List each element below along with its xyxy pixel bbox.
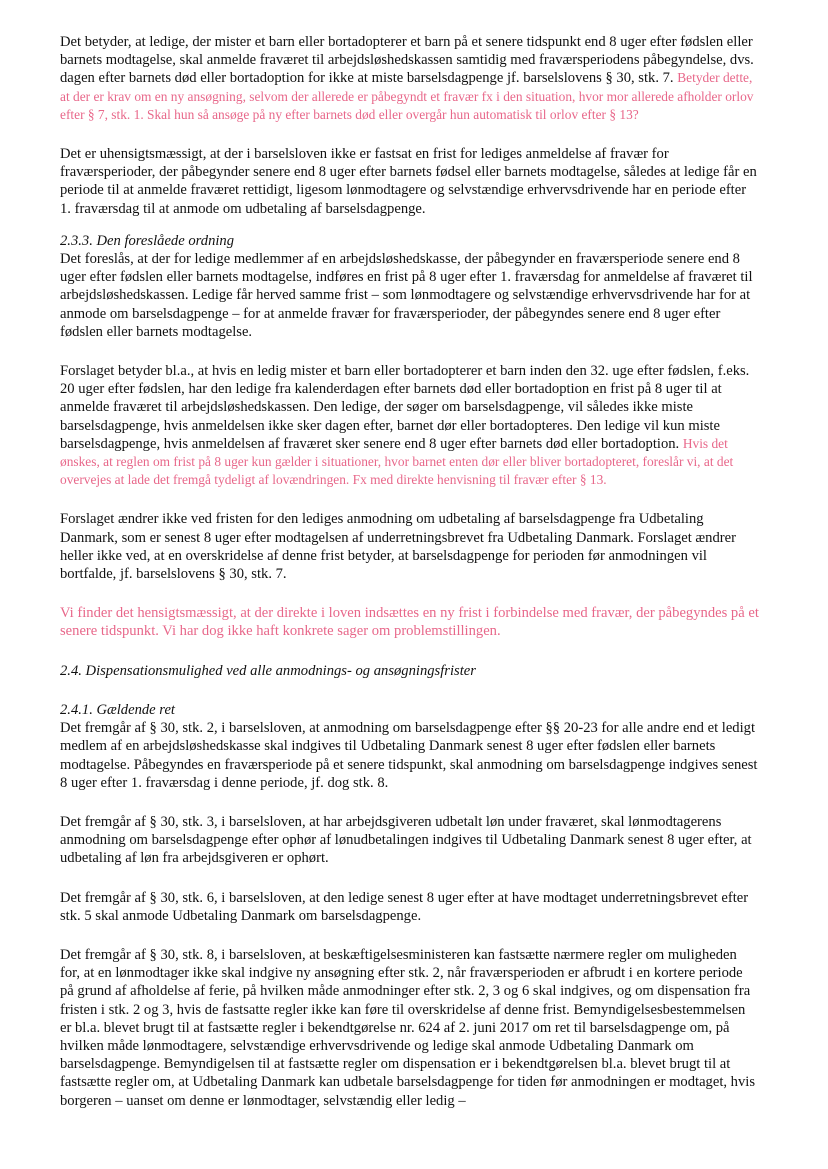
review-comment: Hvis det ønskes, at reglen om frist på 8 uger kun gælder i situationer, hvor barnet enten dør eller bliver bortadopteret, foreslår vi, at det overvejes at lade det fremgå tydeligt af lovændringen. Fx med direkte henvisning til fravær efter § 13. [60, 435, 734, 488]
review-comment-paragraph: Vi finder det hensigtsmæssigt, at der direkte i loven indsættes en ny frist i forbindelse med fravær, der påbegyndes på et senere tidspunkt. Vi har dog ikke haft konkrete sager om problemstillingen. [60, 605, 759, 640]
review-comment: Betyder dette, at der er krav om en ny ansøgning, selvom der allerede er påbegyndt et fravær fx i den situation, hvor mor allerede afholder orlov efter § 7, stk. 1. Skal hun så ansøge på ny efter barnets død eller overgår hun automatisk til orlov efter § 13? [60, 70, 754, 122]
paragraph-ledige-barn-doed [60, 33, 760, 124]
paragraph-30-stk-3: Det fremgår af § 30, stk. 3, i barselsloven, at har arbejdsgiveren udbetalt løn under fraværet, skal lønmodtagerens anmodning om barselsdagpenge efter ophør af lønudbetalingen indgives til Udbetaling Danmark senest 8 uger efter, at udbetaling af løn fra arbejdsgiveren er ophørt. [60, 813, 752, 867]
body-text: Det betyder, at ledige, der mister et barn eller bortadopterer et barn på et senere tidspunkt end 8 uger efter fødslen eller barnets modtagelse, skal anmelde fraværet til arbejdsløshedskassen samtidig med fraværsperiodens påbegyndelse, dvs. dagen efter barnets død eller bortadoption for ikke at miste barselsdagpenge jf. barselslovens § 30, stk. 7. [60, 34, 754, 87]
paragraph-30-stk-2: Det fremgår af § 30, stk. 2, i barselsloven, at anmodning om barselsdagpenge efter §§ 20-23 for alle andre end et ledigt medlem af en arbejdsløshedskasse skal indgives til Udbetaling Danmark senest 8 uger efter fødslen eller barnets modtagelse. Påbegyndes en fraværsperiode på et senere tidspunkt, skal anmodning om barselsdagpenge indgives senest 8 uger efter 1. fraværsdag i denne periode, jf. dog stk. 8. [60, 720, 758, 791]
paragraph-foreslaaet-frist: Det foreslås, at der for ledige medlemmer af en arbejdsløshedskasse, der påbegynder en fraværsperiode senere end 8 uger efter fødslen eller barnets modtagelse, indføres en frist på 8 uger efter 1. fraværsdag for anmeldelse af fraværet til arbejdsløshedskassen. Ledige får herved samme frist – som lønmodtagere og selvstændige erhvervsdrivende har for at anmode om barselsdagpenge – for at anmelde fravær for fraværsperioder, der påbegyndes senere end 8 uger efter fødslen eller barnets modtagelse. [60, 251, 753, 340]
section-heading-2-4-1: 2.4.1. Gældende ret [60, 701, 175, 718]
section-heading-2-3-3: 2.3.3. Den foreslåede ordning [60, 232, 235, 249]
section-heading-2-4: 2.4. Dispensationsmulighed ved alle anmodnings- og ansøgningsfrister [60, 662, 476, 679]
document-page [60, 33, 760, 1110]
paragraph-forslaget-aendrer: Forslaget ændrer ikke ved fristen for den lediges anmodning om udbetaling af barselsdagpenge fra Udbetaling Danmark, som er senest 8 uger efter modtagelsen af underretningsbrevet fra Udbetaling Danmark. Forslaget ændrer heller ikke ved, at en overskridelse af denne frist betyder, at barselsdagpenge for perioden før anmodningen vil bortfalde, jf. barselslovens § 30, stk. 7. [60, 511, 736, 583]
paragraph-30-stk-8: Det fremgår af § 30, stk. 8, i barselsloven, at beskæftigelsesministeren kan fastsætte nærmere regler om muligheden for, at en lønmodtager ikke skal indgive ny ansøgning efter stk. 2, når fraværsperioden er afbrudt i en kortere periode på grund af afholdelse af ferie, på hvilken måde anmodninger efter stk. 2, 3 og 6 skal indgives, og om dispensation fra fristen i stk. 2 og 3, hvis de fastsatte regler ikke kan føre til overskridelse af denne frist. Bemyndigelsesbestemmelsen er bl.a. blevet brugt til at fastsætte regler i bekendtgørelse nr. 624 af 2. juni 2017 om ret til barselsdagpenge om, på hvilken måde lønmodtagere, selvstændige erhvervsdrivende og ledige skal anmode Udbetaling Danmark om barselsdagpenge. Bemyndigelsen til at fastsætte regler om dispensation er i bekendtgørelsen bl.a. blevet brugt til at fastsætte regler om, at Udbetaling Danmark kan udbetale barselsdagpenge for tiden før anmodningen er modtaget, hvis borgeren – uanset om denne er lønmodtager, selvstændig eller ledig – [60, 946, 756, 1109]
body-text: Forslaget betyder bl.a., at hvis en ledig mister et barn eller bortadopterer et barn inden den 32. uge efter fødslen, f.eks. 20 uger efter fødslen, har den ledige fra kalenderdagen efter barnets død eller bortadoption en frist på 8 uger til at anmelde fraværet til arbejdsløshedskassen. Den ledige, der søger om barselsdagpenge, vil således ikke miste barselsdagpenge, hvis anmeldelsen ikke sker dagen efter, barnet dør eller bortadopteres. Den ledige vil kun miste barselsdagpenge, hvis anmeldelsen af fraværet sker senere end 8 uger efter barnets død eller bortadoption. [60, 363, 750, 452]
paragraph-forslaget-betyder [60, 362, 760, 489]
paragraph-uhensigtsmaessigt: Det er uhensigtsmæssigt, at der i barselsloven ikke er fastsat en frist for lediges anmeldelse af fravær for fraværsperioder, der påbegynder senere end 8 uger efter barnets fødsel eller barnets modtagelse, således at ledige får en periode til at anmelde fraværet rettidigt, ligesom lønmodtagere og selvstændige erhvervsdrivende har en periode efter 1. fraværsdag til at anmode om udbetaling af barselsdagpenge. [60, 146, 757, 217]
paragraph-30-stk-6: Det fremgår af § 30, stk. 6, i barselsloven, at den ledige senest 8 uger efter at have modtaget underretningsbrevet efter stk. 5 skal anmode Udbetaling Danmark om barselsdagpenge. [60, 889, 749, 924]
